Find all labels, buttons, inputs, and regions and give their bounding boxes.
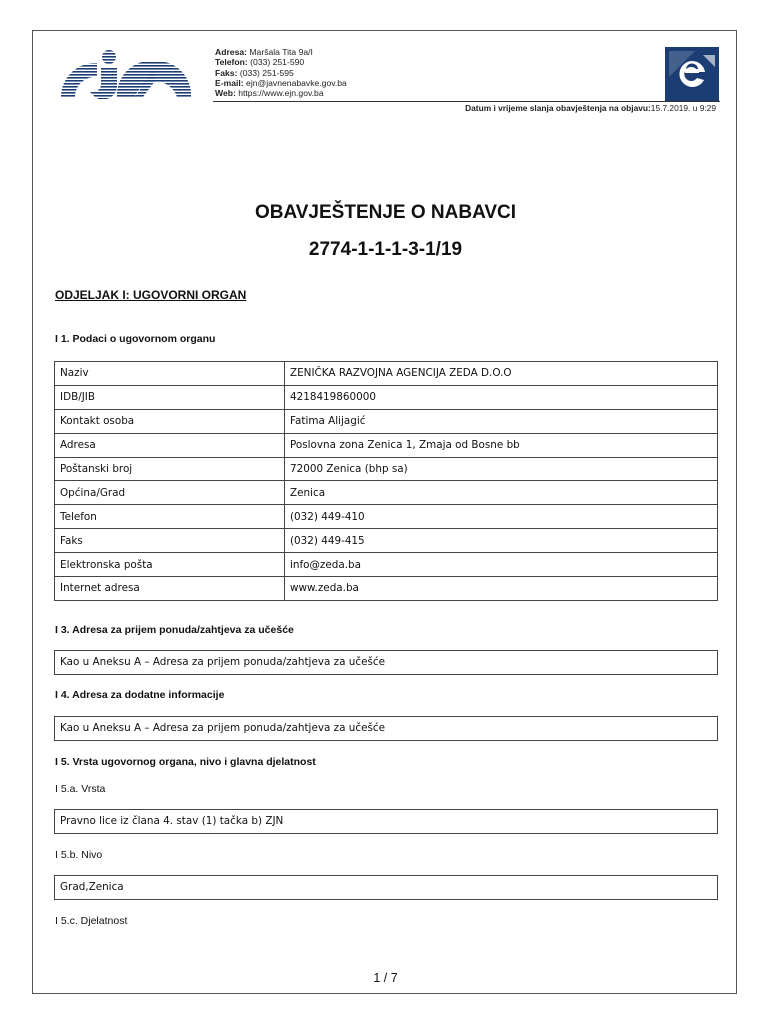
s3-heading: I 3. Adresa za prijem ponuda/zahtjeva za učešće (55, 624, 294, 636)
s5a-label: I 5.a. Vrsta (55, 783, 106, 795)
table-row: Faks (032) 449-415 (55, 529, 718, 553)
ejn-logo-icon (57, 47, 205, 99)
section-heading: ODJELJAK I: UGOVORNI ORGAN (55, 288, 247, 302)
e-logo-icon (665, 47, 719, 101)
document-page (32, 30, 737, 994)
table-row: IDB/JIB 4218419860000 (55, 385, 718, 409)
s1-heading: I 1. Podaci o ugovornom organu (55, 333, 216, 345)
s3-value-box: Kao u Aneksu A – Adresa za prijem ponuda/zahtjeva za učešće (54, 650, 718, 675)
s5a-value-box: Pravno lice iz člana 4. stav (1) tačka b) ZJN (54, 809, 718, 834)
table-row: Elektronska pošta info@zeda.ba (55, 553, 718, 577)
table-row: Kontakt osoba Fatima Alijagić (55, 409, 718, 433)
page-number: 1 / 7 (373, 971, 398, 985)
document-title: OBAVJEŠTENJE O NABAVCI (254, 202, 517, 223)
contact-email: E-mail: ejn@javnenabavke.gov.ba (215, 77, 347, 88)
table-row: Općina/Grad Zenica (55, 481, 718, 505)
s5-heading: I 5. Vrsta ugovornog organa, nivo i glavna djelatnost (55, 756, 316, 768)
table-row: Adresa Poslovna zona Zenica 1, Zmaja od Bosne bb (55, 433, 718, 457)
contact-phone: Telefon: (033) 251-590 (215, 57, 305, 68)
contact-address: Adresa: Maršala Tita 9a/I (215, 47, 313, 57)
s5b-value-box: Grad,Zenica (54, 875, 718, 900)
table-row: Naziv ZENIČKA RAZVOJNA AGENCIJA ZEDA D.O.O (55, 362, 718, 386)
header-divider (213, 101, 720, 102)
table-row: Poštanski broj 72000 Zenica (bhp sa) (55, 457, 718, 481)
s4-heading: I 4. Adresa za dodatne informacije (55, 689, 225, 701)
contact-web: Web: https://www.ejn.gov.ba (215, 88, 324, 99)
contact-block (215, 47, 347, 98)
contact-fax: Faks: (033) 251-595 (215, 67, 294, 78)
table-row: Internet adresa www.zeda.ba (55, 577, 718, 601)
submission-datetime: Datum i vrijeme slanja obavještenja na objavu:15.7.2019. u 9:29 (465, 103, 716, 113)
contracting-authority-table (54, 361, 718, 601)
document-number: 2774-1-1-1-3-1/19 (308, 239, 463, 260)
s5b-label: I 5.b. Nivo (55, 849, 103, 861)
s5c-label: I 5.c. Djelatnost (55, 915, 128, 927)
table-row: Telefon (032) 449-410 (55, 505, 718, 529)
s4-value-box: Kao u Aneksu A – Adresa za prijem ponuda/zahtjeva za učešće (54, 716, 718, 741)
